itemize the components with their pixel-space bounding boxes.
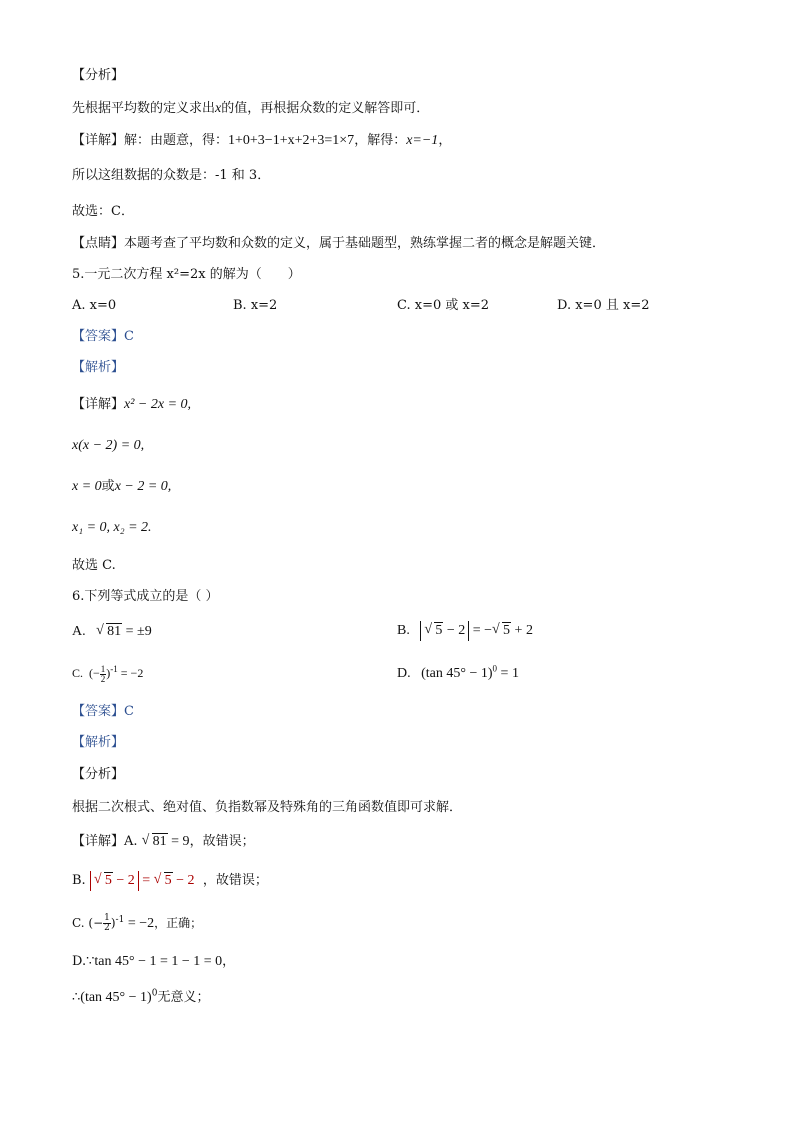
analysis-text-b: 的值，再根据众数的定义解答即可． xyxy=(221,101,430,116)
q5-step2: x(x − 2) = 0, xyxy=(72,438,145,453)
q6-opt-b-inner: 5 xyxy=(435,623,443,638)
q6-detail-a xyxy=(72,833,255,851)
q6-det-a-tail: ，故错误； xyxy=(189,834,255,849)
q6-answer: 【答案】C xyxy=(72,704,134,719)
q6-opt-b-rhs-b: + 2 xyxy=(511,623,533,638)
q6-option-a xyxy=(72,623,152,641)
q6-opt-a-sqrt xyxy=(96,623,122,641)
q6-det-d-head: D.∵ xyxy=(72,954,95,969)
q6-det-c-head: C. (− xyxy=(72,916,104,930)
analysis-text xyxy=(72,100,429,118)
q5-detail-step1 xyxy=(72,396,191,414)
q6-opt-a-label: A. xyxy=(72,624,86,639)
q6-opt-d-exp: 0 xyxy=(492,663,498,674)
detail-equation: 1+0+3−1+x+2+3=1×7 xyxy=(228,133,355,148)
analysis-text-a: 先根据平均数的定义求出 xyxy=(72,101,216,116)
q6-det-c-rhs: = −2 xyxy=(124,916,155,931)
q5-stem: 5.一元二次方程 x²=2x 的解为（ ） xyxy=(72,267,301,282)
q6-det-a-rhs: = 9 xyxy=(167,834,190,849)
q6-opt-d-label: D. xyxy=(397,666,411,681)
detail-line-1 xyxy=(72,132,451,150)
q6-det-b-head: B. xyxy=(72,873,90,888)
q6-opt-b-rhs-rad: 5 xyxy=(503,623,511,638)
q6-opt-a-rhs: = ±9 xyxy=(125,624,152,639)
q5-jiexi: 【解析】 xyxy=(72,360,125,375)
q6-det-e-tail: 无意义； xyxy=(157,990,210,1005)
detail-solution: x=−1 xyxy=(406,133,439,148)
q5-choose: 故选 C. xyxy=(72,558,116,573)
q6-det-a-rad: 81 xyxy=(152,834,167,849)
q6-det-d-eq: tan 45° − 1 = 1 − 1 = 0 xyxy=(94,954,223,969)
q6-detail-c: C. (− $\frac{1}{2}$ )$^{-1}$ = −2，正确； xyxy=(72,913,203,933)
q5-answer: 【答案】C xyxy=(72,329,134,344)
q6-det-b-inner: 5 xyxy=(104,873,112,888)
q6-fenxi: 【分析】 xyxy=(72,767,125,782)
q6-det-e-expr: (tan 45° − 1) xyxy=(80,990,152,1005)
mode-line: 所以这组数据的众数是：-1 和 3． xyxy=(72,168,271,183)
q6-option-b xyxy=(397,621,533,641)
detail-head: 【详解】解：由题意，得： xyxy=(72,133,229,148)
detail-end: ， xyxy=(438,133,452,148)
analysis-heading: 【分析】 xyxy=(72,68,125,83)
q5-option-c: C. x=0 或 x=2 xyxy=(397,298,490,313)
q5-step4: x₁ = 0, x₂ = 2. xyxy=(72,520,152,535)
q6-det-b-rhs: = xyxy=(138,873,154,888)
q6-stem: 6.下列等式成立的是（ ） xyxy=(72,589,219,604)
q6-det-a-head: 【详解】A. xyxy=(72,834,142,849)
q6-opt-b-label: B. xyxy=(397,623,410,638)
q5-step3-or: 或 xyxy=(101,479,115,494)
q6-det-b-rhs-tail: − 2 xyxy=(172,873,195,888)
analysis-var-x: x xyxy=(215,101,222,116)
dianjing-line: 【点睛】本题考查了平均数和众数的定义，属于基础题型，熟练掌握二者的概念是解题关键． xyxy=(72,236,606,251)
q6-detail-e xyxy=(72,989,209,1007)
q6-jiexi: 【解析】 xyxy=(72,735,125,750)
q5-detail-head: 【详解】 xyxy=(72,397,125,412)
q6-det-e-exp: 0 xyxy=(151,988,158,999)
q6-opt-d-rhs: = 1 xyxy=(497,666,519,681)
q6-opt-a-radicand: 81 xyxy=(107,624,122,639)
detail-mid: ，解得： xyxy=(354,133,407,148)
q6-detail-b xyxy=(72,871,268,891)
q5-option-d: D. x=0 且 x=2 xyxy=(557,298,650,313)
q6-opt-b-abs xyxy=(420,621,469,641)
q6-opt-c-label: C. xyxy=(72,666,84,680)
q5-step3-b: x − 2 = 0, xyxy=(114,479,172,494)
q6-det-b-minus: − 2 xyxy=(112,873,135,888)
q6-detail-d xyxy=(72,953,235,971)
q6-option-c: C. (− $\frac{1}{2}$ )$^{-1}$ = −2 xyxy=(72,663,144,684)
choose-line-1: 故选：C． xyxy=(72,204,134,219)
q6-det-e-head: ∴ xyxy=(72,990,81,1005)
q6-det-b-rhs-rad: 5 xyxy=(164,873,172,888)
q6-option-d xyxy=(397,665,519,683)
q6-opt-c-frac: $\frac{1}{2}$ xyxy=(100,663,106,684)
q5-step3 xyxy=(72,478,171,496)
q6-det-c-frac: $\frac{1}{2}$ xyxy=(104,913,110,933)
q6-opt-b-rhs-a: = − xyxy=(472,623,493,638)
q6-opt-d-expr: (tan 45° − 1) xyxy=(421,666,493,681)
q6-opt-c-rhs: = −2 xyxy=(120,666,144,680)
q6-fenxi-text: 根据二次根式、绝对值、负指数幂及特殊角的三角函数值即可求解． xyxy=(72,800,463,815)
q6-det-b-tail: ，故错误； xyxy=(202,873,268,888)
q5-step1-eq: x² − 2x = 0, xyxy=(124,397,192,412)
q6-det-c-exp: -1 xyxy=(115,915,125,925)
q5-option-b: B. x=2 xyxy=(233,298,278,313)
q5-option-a: A. x=0 xyxy=(72,298,117,313)
q5-step3-a: x = 0 xyxy=(72,479,102,494)
q6-opt-b-minus: − 2 xyxy=(443,623,466,638)
q6-det-c-tail: ，正确； xyxy=(154,916,203,930)
q6-det-d-tail: ， xyxy=(222,954,236,969)
